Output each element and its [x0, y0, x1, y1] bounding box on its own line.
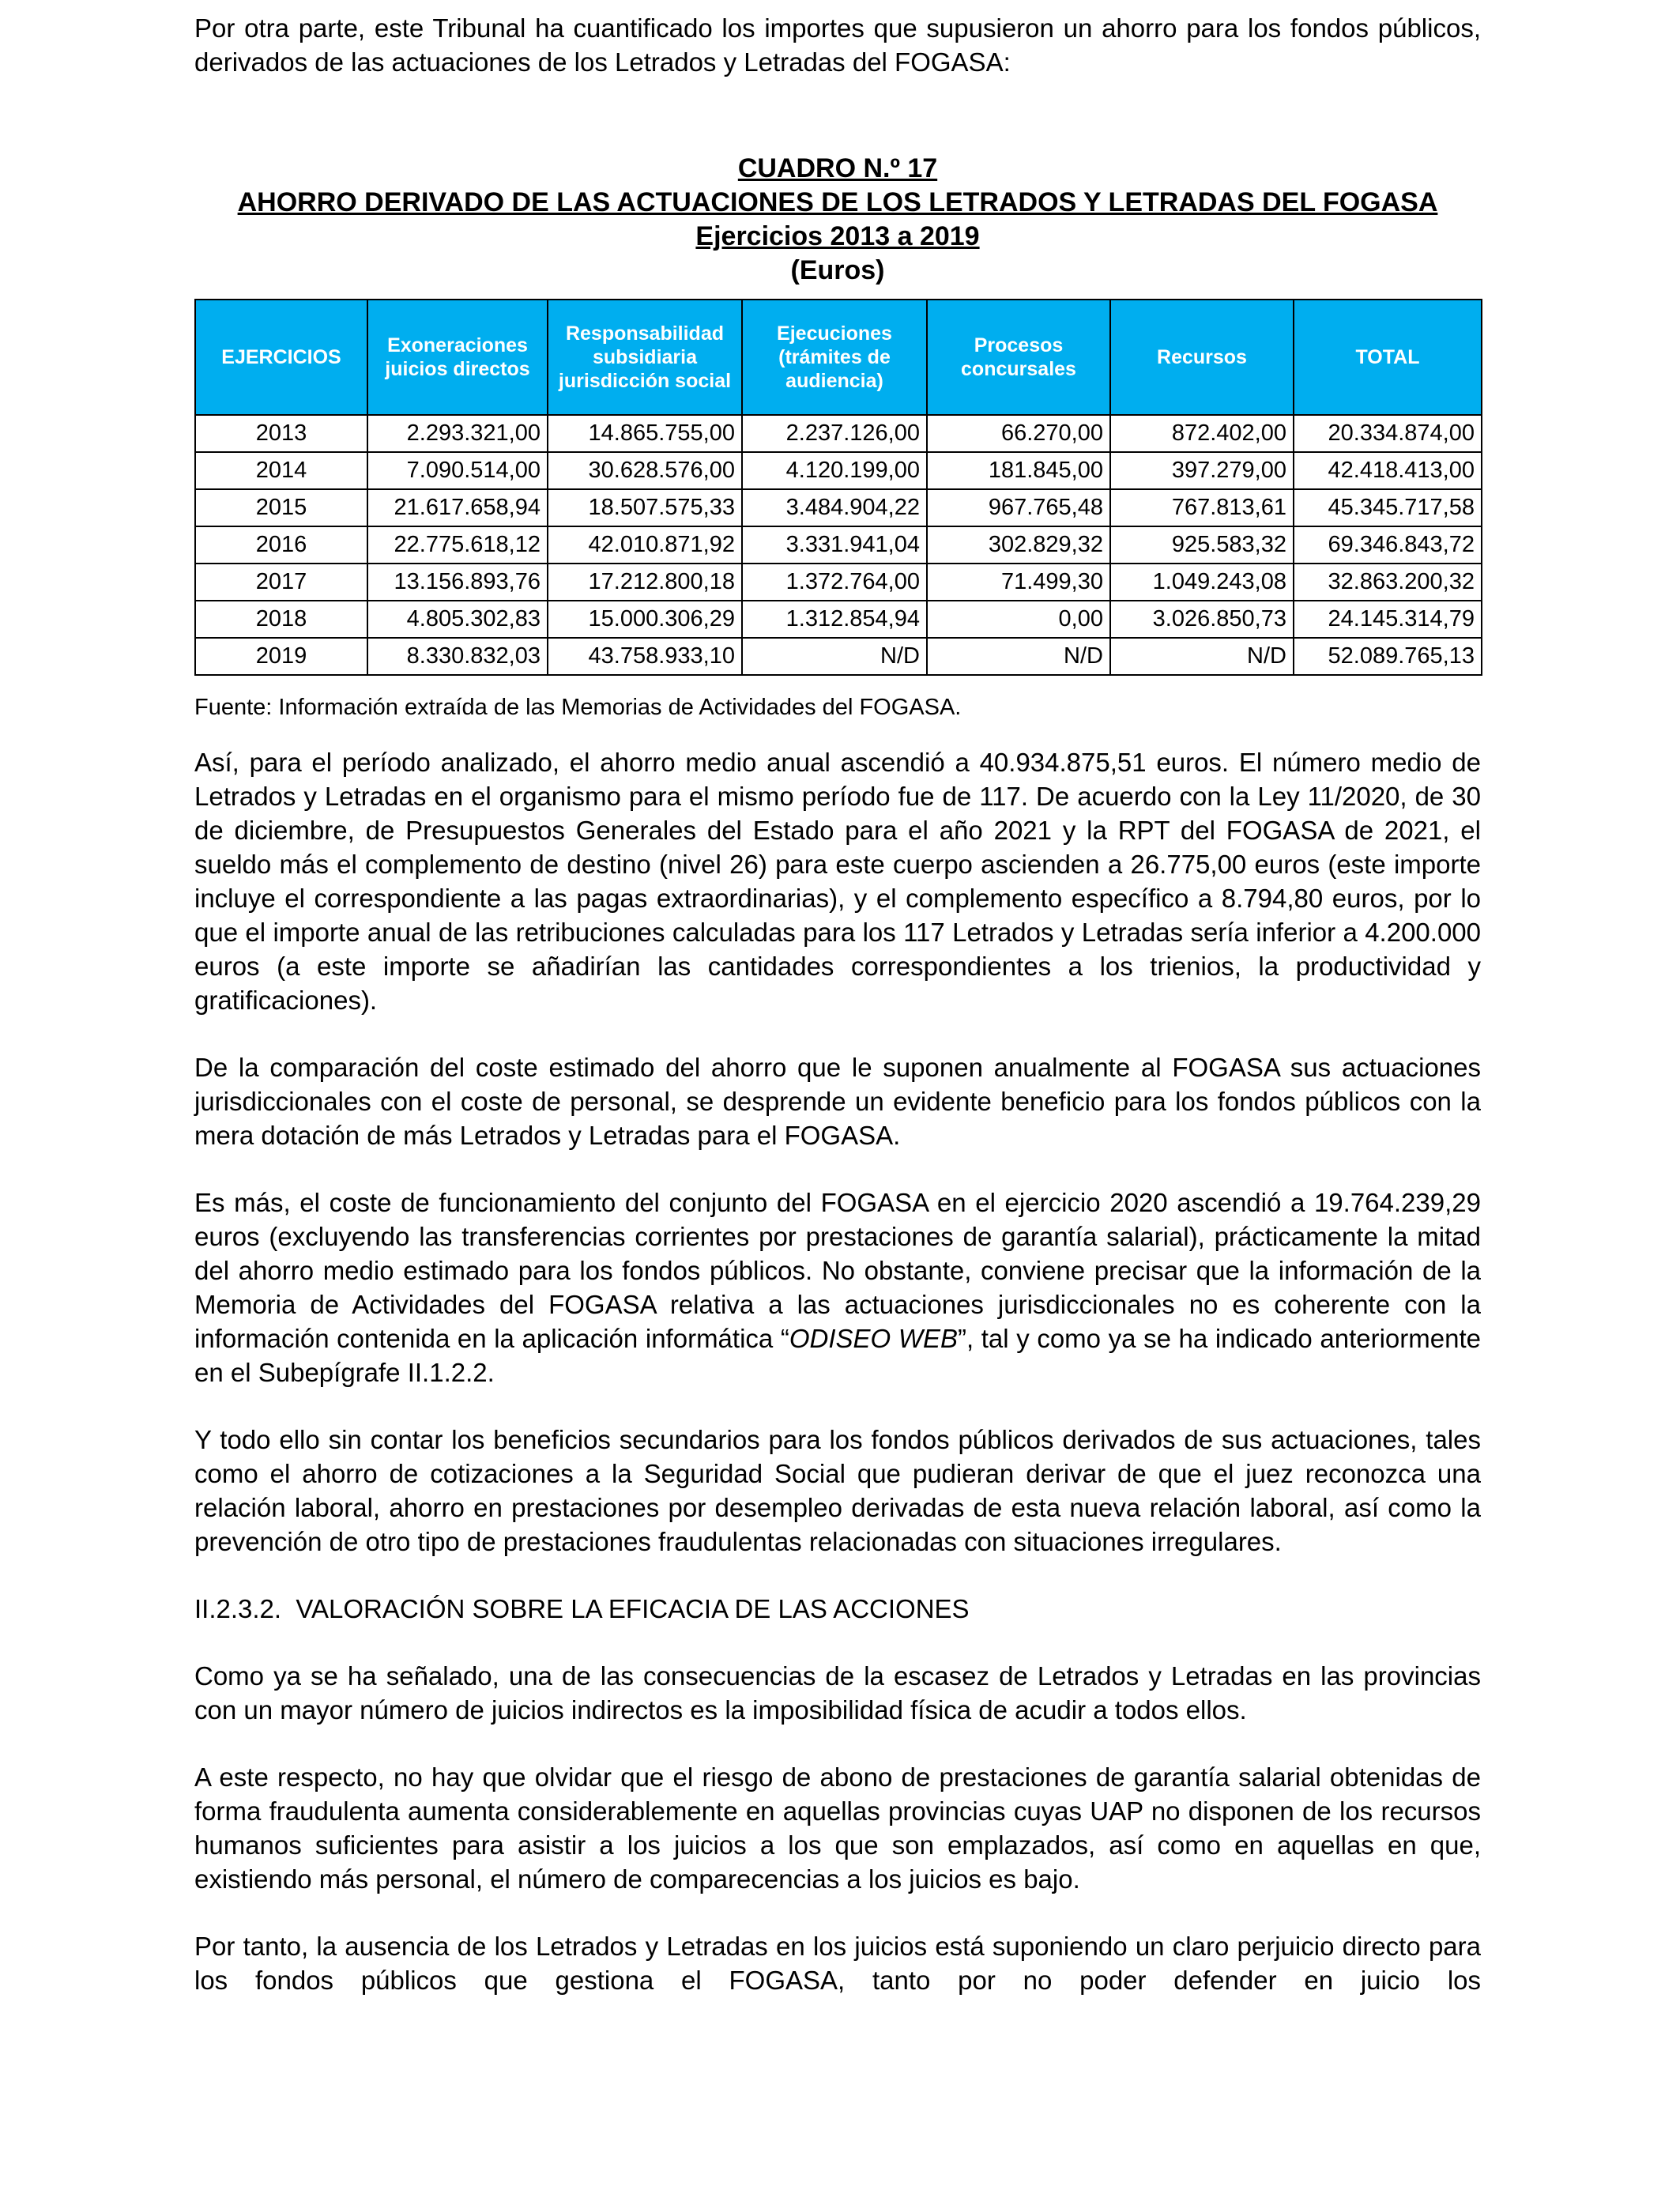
cell-value: N/D: [927, 638, 1110, 675]
paragraph-3-start: Es más, el coste de funcionamiento del conjunto del FOGASA en el ejercicio 2020 ascendió a 19.764.239,29 euros (excluyendo las transferencias corrientes por prestaciones de garantía salarial), prácticamente la mitad del ahorro medio estimado para los fondos públicos. No obstante, conviene precisar que la información de la Memoria de Actividades del FOGASA relativa a las actuaciones jurisdiccionales no es coherente con la información contenida en la aplicación informática “: [194, 1188, 1481, 1353]
cell-year: 2013: [195, 415, 367, 452]
paragraph-1: Así, para el período analizado, el ahorro medio anual ascendió a 40.934.875,51 euros. El número medio de Letrados y Letradas en el organismo para el mismo período fue de 117. De acuerdo con la Ley 11/2020, de 30 de diciembre, de Presupuestos Generales del Estado para el año 2021 y la RPT del FOGASA de 2021, el sueldo más el complemento de destino (nivel 26) para este cuerpo ascienden a 26.775,00 euros (este importe incluye el correspondiente a las pagas extraordinarias), y el complemento específico a 8.794,80 euros, por lo que el importe anual de las retribuciones calculadas para los 117 Letrados y Letradas sería inferior a 4.200.000 euros (a este importe se añadirían las cantidades correspondientes a los trienios, la productividad y gratificaciones).: [194, 748, 1481, 1015]
cell-value: 13.156.893,76: [367, 564, 548, 601]
cell-value: 21.617.658,94: [367, 489, 548, 526]
cell-value: 3.026.850,73: [1110, 601, 1294, 638]
table-row: [195, 564, 1482, 601]
cell-value: 30.628.576,00: [548, 452, 742, 489]
cell-value: 0,00: [927, 601, 1110, 638]
cell-value: 397.279,00: [1110, 452, 1294, 489]
paragraph-6: A este respecto, no hay que olvidar que el riesgo de abono de prestaciones de garantía salarial obtenidas de forma fraudulenta aumenta considerablemente en aquellas provincias cuyas UAP no disponen de los recursos humanos suficientes para asistir a los juicios a los que son emplazados, así como en aquellas en que, existiendo más personal, el número de comparecencias a los juicios es bajo.: [194, 1762, 1481, 1894]
cell-total: 32.863.200,32: [1294, 564, 1482, 601]
cell-value: 4.805.302,83: [367, 601, 548, 638]
paragraph-2: De la comparación del coste estimado del ahorro que le suponen anualmente al FOGASA sus actuaciones jurisdiccionales con el coste de personal, se desprende un evidente beneficio para los fondos públicos con la mera dotación de más Letrados y Letradas para el FOGASA.: [194, 1053, 1481, 1150]
cell-value: 17.212.800,18: [548, 564, 742, 601]
cell-total: 20.334.874,00: [1294, 415, 1482, 452]
cell-value: 14.865.755,00: [548, 415, 742, 452]
header-procesos: Procesos concursales: [927, 300, 1110, 415]
cell-value: 1.049.243,08: [1110, 564, 1294, 601]
paragraph-3-end: ”, tal y como ya se ha indicado anteriormente en el Subepígrafe II.1.2.2.: [194, 1324, 1481, 1387]
cell-value: 42.010.871,92: [548, 526, 742, 564]
header-responsabilidad: Responsabilidad subsidiaria jurisdicción social: [548, 300, 742, 415]
table-row: [195, 415, 1482, 452]
cell-value: 925.583,32: [1110, 526, 1294, 564]
cell-value: 8.330.832,03: [367, 638, 548, 675]
paragraph-7: Por tanto, la ausencia de los Letrados y Letradas en los juicios está suponiendo un claro perjuicio directo para los fondos públicos que gestiona el FOGASA, tanto por no poder defender en juicio los: [194, 1932, 1481, 1995]
table-row: [195, 638, 1482, 675]
cell-value: 767.813,61: [1110, 489, 1294, 526]
cell-value: 43.758.933,10: [548, 638, 742, 675]
header-exoneraciones: Exoneraciones juicios directos: [367, 300, 548, 415]
cell-year: 2018: [195, 601, 367, 638]
cell-total: 52.089.765,13: [1294, 638, 1482, 675]
cell-value: 2.237.126,00: [742, 415, 927, 452]
cell-value: 66.270,00: [927, 415, 1110, 452]
cell-value: 71.499,30: [927, 564, 1110, 601]
cell-value: 18.507.575,33: [548, 489, 742, 526]
cell-value: 1.312.854,94: [742, 601, 927, 638]
cell-total: 69.346.843,72: [1294, 526, 1482, 564]
cell-value: 4.120.199,00: [742, 452, 927, 489]
cell-value: 3.484.904,22: [742, 489, 927, 526]
cell-year: 2016: [195, 526, 367, 564]
table-row: [195, 526, 1482, 564]
header-ejercicios: EJERCICIOS: [195, 300, 367, 415]
cell-value: 7.090.514,00: [367, 452, 548, 489]
odiseo-web-name: ODISEO WEB: [789, 1324, 958, 1353]
cell-year: 2014: [195, 452, 367, 489]
cell-value: 1.372.764,00: [742, 564, 927, 601]
intro-paragraph: Por otra parte, este Tribunal ha cuantificado los importes que supusieron un ahorro para los fondos públicos, derivados de las actuaciones de los Letrados y Letradas del FOGASA:: [194, 13, 1481, 77]
savings-table: [194, 299, 1482, 676]
cell-year: 2017: [195, 564, 367, 601]
table-unit: (Euros): [790, 255, 885, 285]
table-source: Fuente: Información extraída de las Memorias de Actividades del FOGASA.: [194, 695, 962, 720]
cell-total: 42.418.413,00: [1294, 452, 1482, 489]
table-caption: [194, 152, 1481, 288]
header-recursos: Recursos: [1110, 300, 1294, 415]
cell-value: 302.829,32: [927, 526, 1110, 564]
cell-value: 15.000.306,29: [548, 601, 742, 638]
table-number: CUADRO N.º 17: [737, 153, 938, 183]
header-total: TOTAL: [1294, 300, 1482, 415]
table-row: [195, 489, 1482, 526]
table-period: Ejercicios 2013 a 2019: [695, 221, 980, 251]
cell-value: 3.331.941,04: [742, 526, 927, 564]
cell-value: 181.845,00: [927, 452, 1110, 489]
cell-total: 24.145.314,79: [1294, 601, 1482, 638]
cell-value: 2.293.321,00: [367, 415, 548, 452]
paragraph-4: Y todo ello sin contar los beneficios secundarios para los fondos públicos derivados de sus actuaciones, tales como el ahorro de cotizaciones a la Seguridad Social que pudieran derivar de que el juez reconozca una relación laboral, ahorro en prestaciones por desempleo derivadas de esta nueva relación laboral, así como la prevención de otro tipo de prestaciones fraudulentas relacionadas con situaciones irregulares.: [194, 1425, 1481, 1556]
cell-value: 22.775.618,12: [367, 526, 548, 564]
cell-value: 872.402,00: [1110, 415, 1294, 452]
document-body: [194, 11, 1481, 1997]
table-title: AHORRO DERIVADO DE LAS ACTUACIONES DE LOS LETRADOS Y LETRADAS DEL FOGASA: [237, 187, 1438, 217]
section-heading: II.2.3.2. VALORACIÓN SOBRE LA EFICACIA DE LAS ACCIONES: [194, 1594, 970, 1623]
cell-total: 45.345.717,58: [1294, 489, 1482, 526]
header-ejecuciones: Ejecuciones (trámites de audiencia): [742, 300, 927, 415]
cell-value: N/D: [742, 638, 927, 675]
cell-year: 2019: [195, 638, 367, 675]
cell-value: 967.765,48: [927, 489, 1110, 526]
paragraph-5: Como ya se ha señalado, una de las consecuencias de la escasez de Letrados y Letradas en las provincias con un mayor número de juicios indirectos es la imposibilidad física de acudir a todos ellos.: [194, 1661, 1481, 1725]
table-row: [195, 452, 1482, 489]
cell-year: 2015: [195, 489, 367, 526]
cell-value: N/D: [1110, 638, 1294, 675]
table-row: [195, 601, 1482, 638]
table-header-row: [195, 300, 1482, 415]
paragraph-3: [194, 1186, 1481, 1389]
